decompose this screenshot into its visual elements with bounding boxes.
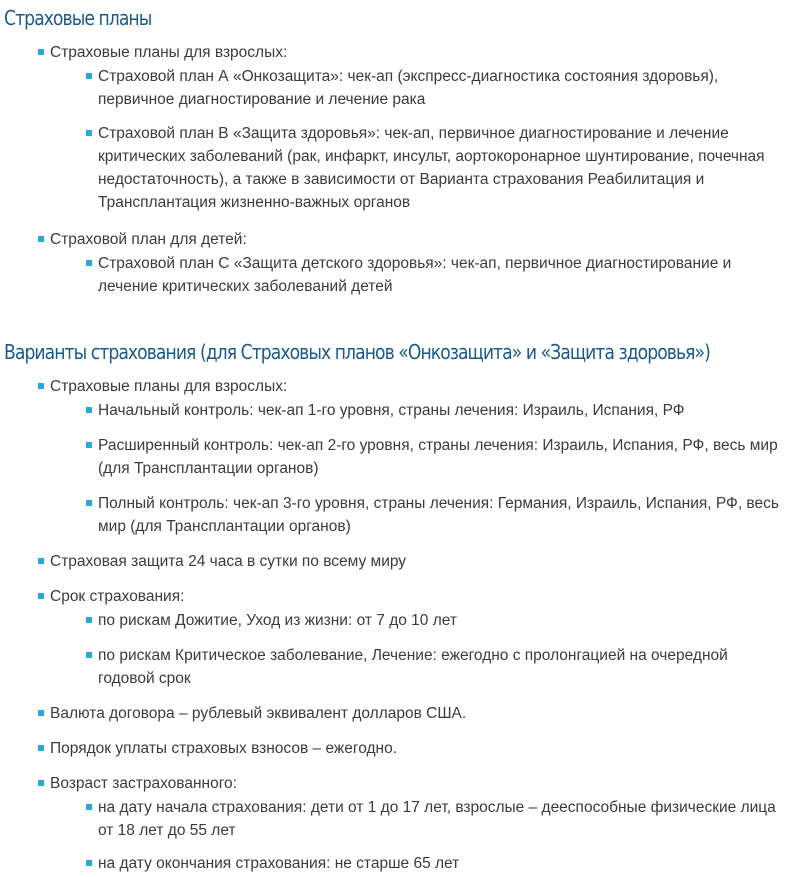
list-item-age-start bbox=[86, 796, 781, 842]
list-item-text: Порядок уплаты страховых взносов – ежегодно. bbox=[50, 740, 398, 757]
list-item-age-end bbox=[86, 852, 781, 875]
bullet-icon bbox=[86, 804, 92, 810]
bullet-icon bbox=[38, 745, 44, 751]
bullet-icon bbox=[38, 780, 44, 786]
list-item-term bbox=[38, 585, 778, 608]
list-item-text: Страховой план А «Онкозащита»: чек-ап (экспресс-диагностика состояния здоровья), первичное диагностирование и лечение рака bbox=[98, 68, 719, 108]
bullet-icon bbox=[86, 130, 92, 136]
heading-insurance-options: Варианты страхования (для Страховых планов «Онкозащита» и «Защита здоровья») bbox=[4, 340, 710, 364]
list-item-adult-plans bbox=[38, 41, 778, 64]
list-item-text: Страховой план для детей: bbox=[50, 231, 247, 248]
list-item-extended-control bbox=[86, 434, 781, 480]
bullet-icon bbox=[38, 593, 44, 599]
list-item-text: Начальный контроль: чек-ап 1-го уровня, страны лечения: Израиль, Испания, РФ bbox=[98, 402, 685, 419]
list-item-protection bbox=[38, 550, 778, 573]
list-item-plan-a bbox=[86, 65, 781, 111]
list-item-text: Страховой план В «Защита здоровья»: чек-ап, первичное диагностирование и лечение критических заболеваний (рак, инфаркт, инсульт, аортокоронарное шунтирование, почечная недостаточность), а также в зависимости от Варианта страхования Реабилитация и Трансплантация жизненно-важных органов bbox=[98, 125, 765, 211]
list-item-full-control bbox=[86, 492, 781, 538]
bullet-icon bbox=[86, 860, 92, 866]
bullet-icon bbox=[38, 558, 44, 564]
list-item-term-risk-2 bbox=[86, 644, 781, 690]
list-item-text: по рискам Критическое заболевание, Лечение: ежегодно с пролонгацией на очередной годовой срок bbox=[98, 647, 728, 687]
list-item-adult-plans-options bbox=[38, 375, 778, 398]
list-item-text: Расширенный контроль: чек-ап 2-го уровня, страны лечения: Израиль, Испания, РФ, весь мир (для Трансплантации органов) bbox=[98, 437, 778, 477]
list-item-text: Срок страхования: bbox=[50, 588, 185, 605]
list-item-text: на дату окончания страхования: не старше 65 лет bbox=[98, 855, 460, 872]
bullet-icon bbox=[86, 442, 92, 448]
heading-insurance-plans: Страховые планы bbox=[4, 6, 152, 30]
bullet-icon bbox=[38, 383, 44, 389]
list-item-text: Валюта договора – рублевый эквивалент долларов США. bbox=[50, 705, 467, 722]
bullet-icon bbox=[86, 617, 92, 623]
bullet-icon bbox=[86, 407, 92, 413]
bullet-icon bbox=[38, 236, 44, 242]
list-item-children-plans bbox=[38, 228, 778, 251]
bullet-icon bbox=[86, 500, 92, 506]
list-item-basic-control bbox=[86, 399, 781, 422]
list-item-text: Страховая защита 24 часа в сутки по всему миру bbox=[50, 553, 407, 570]
bullet-icon bbox=[86, 260, 92, 266]
list-item-plan-c bbox=[86, 252, 781, 298]
list-item-text: Полный контроль: чек-ап 3-го уровня, страны лечения: Германия, Израиль, Испания, РФ, весь мир (для Трансплантации органов) bbox=[98, 495, 779, 535]
list-item-text: Страховые планы для взрослых: bbox=[50, 378, 288, 395]
bullet-icon bbox=[86, 652, 92, 658]
list-item-text: Возраст застрахованного: bbox=[50, 775, 237, 792]
list-item-plan-b bbox=[86, 122, 781, 214]
list-item-age bbox=[38, 772, 778, 795]
list-item-text: Страховые планы для взрослых: bbox=[50, 44, 288, 61]
list-item-payment bbox=[38, 737, 778, 760]
list-item-text: по рискам Дожитие, Уход из жизни: от 7 до 10 лет bbox=[98, 612, 457, 629]
bullet-icon bbox=[86, 73, 92, 79]
list-item-text: Страховой план С «Защита детского здоровья»: чек-ап, первичное диагностирование и лечение критических заболеваний детей bbox=[98, 255, 732, 295]
list-item-currency bbox=[38, 702, 778, 725]
bullet-icon bbox=[38, 49, 44, 55]
bullet-icon bbox=[38, 710, 44, 716]
list-item-term-risk-1 bbox=[86, 609, 781, 632]
list-item-text: на дату начала страхования: дети от 1 до 17 лет, взрослые – дееспособные физические лица от 18 лет до 55 лет bbox=[98, 799, 776, 839]
